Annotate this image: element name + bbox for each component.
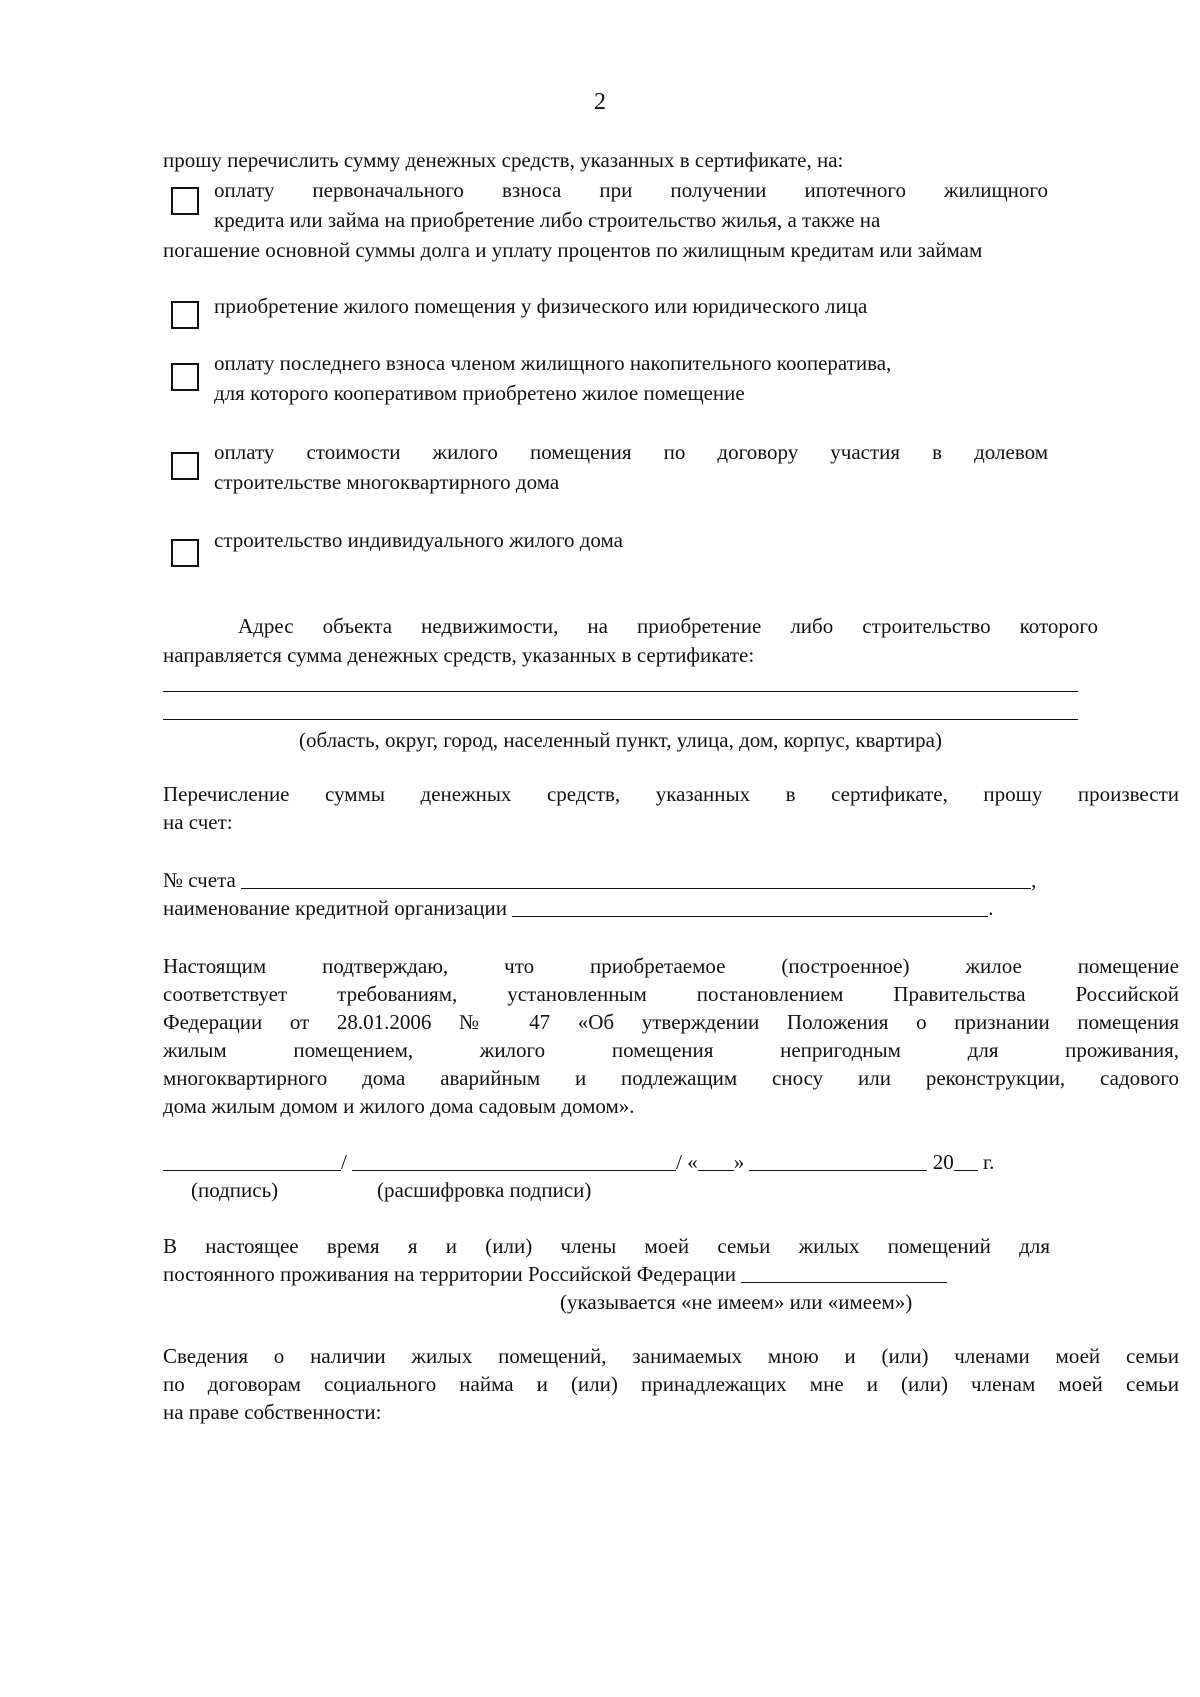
cooperative-line-2: для которого кооперативом приобретено жилое помещение — [214, 381, 745, 405]
intro-text: прошу перечислить сумму денежных средств, указанных в сертификате, на: — [163, 148, 844, 172]
year-suffix: г. — [982, 1150, 995, 1174]
shared-construction-line-2: строительстве многоквартирного дома — [214, 470, 560, 494]
address-line-1: Адрес объекта недвижимости, на приобретение либо строительство которого — [238, 614, 1098, 638]
confirmation-line-2: соответствует требованиям, установленным постановлением Правительства Российской — [163, 982, 1179, 1006]
month-field[interactable] — [749, 1150, 927, 1171]
day-quote-close: » — [733, 1150, 745, 1174]
confirmation-line-6: дома жилым домом и жилого дома садовым домом». — [163, 1094, 635, 1118]
signature-label: (подпись) — [191, 1178, 279, 1202]
cooperative-line-1: оплату последнего взноса членом жилищного накопительного кооператива, — [214, 351, 892, 375]
day-field[interactable] — [698, 1150, 734, 1171]
bank-name-field[interactable] — [512, 896, 988, 917]
bank-name-label: наименование кредитной организации — [163, 896, 507, 920]
confirmation-line-3: Федерации от 28.01.2006 № 47 «Об утверждении Положения о признании помещения — [163, 1010, 1179, 1034]
year-prefix: 20 — [932, 1150, 954, 1174]
mortgage-checkbox[interactable] — [171, 187, 199, 215]
year-field[interactable] — [954, 1150, 978, 1171]
info-line-3: на праве собственности: — [163, 1400, 382, 1424]
address-field-1[interactable] — [163, 691, 1078, 692]
account-line-1: Перечисление суммы денежных средств, указанных в сертификате, прошу произвести — [163, 782, 1179, 806]
signature-slash-1: / — [341, 1150, 347, 1174]
signature-decoding-field[interactable] — [352, 1150, 676, 1171]
signature-row — [163, 1150, 994, 1175]
address-line-2: направляется сумма денежных средств, указанных в сертификате: — [163, 643, 755, 667]
shared-construction-line-1: оплату стоимости жилого помещения по договору участия в долевом — [214, 440, 1048, 464]
signature-slash-2: / — [676, 1150, 682, 1174]
info-line-2: по договорам социального найма и (или) принадлежащих мне и (или) членам моей семьи — [163, 1372, 1179, 1396]
info-line-1: Сведения о наличии жилых помещений, занимаемых мною и (или) членами моей семьи — [163, 1344, 1179, 1368]
account-line-2: на счет: — [163, 810, 233, 834]
housing-hint: (указывается «не имеем» или «имеем») — [560, 1290, 913, 1314]
purchase-line-1: приобретение жилого помещения у физического или юридического лица — [214, 294, 868, 318]
signature-field[interactable] — [163, 1150, 341, 1171]
account-number-label: № счета — [163, 868, 236, 892]
account-number-field[interactable] — [241, 868, 1031, 889]
confirmation-line-4: жилым помещением, жилого помещения непригодным для проживания, — [163, 1038, 1179, 1062]
mortgage-line-2: кредита или займа на приобретение либо строительство жилья, а также на — [214, 208, 881, 232]
shared-construction-checkbox[interactable] — [171, 452, 199, 480]
purchase-checkbox[interactable] — [171, 301, 199, 329]
mortgage-line-3: погашение основной суммы долга и уплату процентов по жилищным кредитам или займам — [163, 238, 983, 262]
address-field-2[interactable] — [163, 719, 1078, 720]
housing-field[interactable] — [741, 1262, 947, 1283]
confirmation-line-1: Настоящим подтверждаю, что приобретаемое (построенное) жилое помещение — [163, 954, 1179, 978]
account-number-end: , — [1031, 868, 1037, 892]
bank-name-end: . — [988, 896, 994, 920]
individual-house-checkbox[interactable] — [171, 539, 199, 567]
confirmation-line-5: многоквартирного дома аварийным и подлежащим сносу или реконструкции, садового — [163, 1066, 1179, 1090]
housing-line-1: В настоящее время я и (или) члены моей семьи жилых помещений для — [163, 1234, 1050, 1258]
signature-decoding-label: (расшифровка подписи) — [377, 1178, 592, 1202]
day-quote-open: « — [687, 1150, 698, 1174]
cooperative-checkbox[interactable] — [171, 363, 199, 391]
mortgage-line-1: оплату первоначального взноса при получении ипотечного жилищного — [214, 178, 1048, 202]
address-hint: (область, округ, город, населенный пункт, улица, дом, корпус, квартира) — [299, 728, 942, 752]
individual-house-line-1: строительство индивидуального жилого дома — [214, 528, 623, 552]
housing-line-2: постоянного проживания на территории Российской Федерации — [163, 1262, 736, 1286]
page-number: 2 — [594, 89, 606, 115]
